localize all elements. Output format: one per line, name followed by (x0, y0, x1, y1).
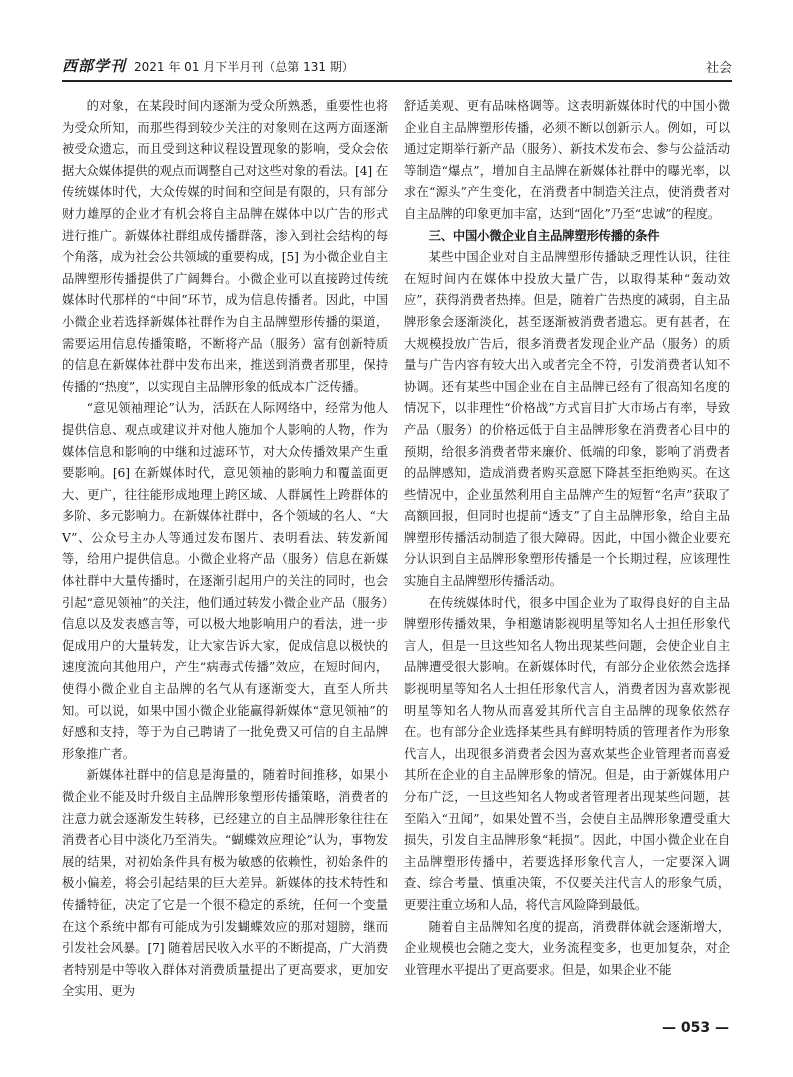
paragraph: “意见领袖理论”认为，活跃在人际网络中，经常为他人提供信息、观点或建议并对他人施加个人影响的人物，作为媒体信息和影响的中继和过滤环节，对大众传播效果产生重要影响。[6] 在新媒体时代，意见领袖的影响力和覆盖面更大、更广，往往能形成地理上跨区域、人群属性上跨群体的多阶、多元影响力。在新媒体社群中，各个领域的名人、“大 V”、公众号主办人等通过发布图片、表明看法、转发新闻等，给用户提供信息。小微企业将产品（服务）信息在新媒体社群中大量传播时，在逐渐引起用户的关注的同时，也会引起“意见领袖”的关注，他们通过转发小微企业产品（服务）信息以及发表感言等，可以极大地影响用户的看法，进一步促成用户的大量转发，让大家告诉大家，促成信息以极快的速度流向其他用户，产生“病毒式传播”效应，在短时间内，使得小微企业自主品牌的名气从有逐渐变大，直至人所共知。可以说，如果中国小微企业能赢得新媒体“意见领袖”的好感和支持，等于为自己聘请了一批免费又可信的自主品牌形象推广者。 (62, 401, 388, 761)
page-number: — 053 — (662, 1020, 729, 1036)
paragraph: 随着自主品牌知名度的提高，消费群体就会逐渐增大，企业规模也会随之变大，业务流程变多，也更加复杂，对企业管理水平提出了更高要求。但是，如果企业不能 (404, 919, 730, 977)
paragraph: 在传统媒体时代，很多中国企业为了取得良好的自主品牌塑形传播效果，争相邀请影视明星等知名人士担任形象代言人，但是一旦这些知名人物出现某些问题，会使企业自主品牌遭受很大影响。在新媒体时代，有部分企业依然会选择影视明星等知名人士担任形象代言人，消费者因为喜欢影视明星等知名人物从而喜爱其所代言自主品牌的现象依然存在。也有部分企业选择某些具有鲜明特质的管理者作为形象代言人，出现很多消费者会因为喜欢某些企业管理者而喜爱其所在企业的自主品牌形象的情况。但是，由于新媒体用户分布广泛，一旦这些知名人物或者管理者出现某些问题，甚至陷入“丑闻”，如果处置不当，会使自主品牌形象遭受重大损失，引发自主品牌形象“耗损”。因此，中国小微企业在自主品牌塑形传播中，若要选择形象代言人，一定要深入调查、综合考量、慎重决策，不仅要关注代言人的形象气质，更要注重立场和人品，将代言风险降到最低。 (404, 595, 730, 912)
section-name: 社会 (705, 61, 732, 76)
section-heading: 三、中国小微企业自主品牌塑形传播的条件 (428, 228, 660, 243)
left-column (62, 96, 388, 1003)
issue-info: 2021 年 01 月下半月刊（总第 131 期） (134, 60, 354, 74)
paragraph-continued: 舒适美观、更有品味格调等。这表明新媒体时代的中国小微企业自主品牌塑形传播，必须不断以创新示人。例如，可以通过定期举行新产品（服务）、新技术发布会、参与公益活动等制造“爆点”，增加自主品牌在新媒体社群中的曝光率，以求在“源头”产生变化，在消费者中制造关注点，使消费者对自主品牌的印象更加丰富，达到“固化”乃至“忠诚”的程度。 (404, 99, 730, 221)
paragraph: 某些中国企业对自主品牌塑形传播缺乏理性认识，往往在短时间内在媒体中投放大量广告，以取得某种“轰动效应”，获得消费者热捧。但是，随着广告热度的减弱，自主品牌形象会逐渐淡化，甚至逐渐被消费者遗忘。更有甚者，在大规模投放广告后，很多消费者发现企业产品（服务）的质量与广告内容有较大出入或者完全不符，引发消费者认知不协调。还有某些中国企业在自主品牌已经有了很高知名度的情况下，以非理性“价格战”方式盲目扩大市场占有率，导致产品（服务）的价格远低于自主品牌形象在消费者心目中的预期，给很多消费者带来廉价、低端的印象，影响了消费者的品牌感知，造成消费者购买意愿下降甚至拒绝购买。在这些情况中，企业虽然利用自主品牌产生的短暂“名声”获取了高额回报，但同时也提前“透支”了自主品牌形象，给自主品牌塑形传播活动制造了很大障碍。因此，中国小微企业要充分认识到自主品牌形象塑形传播是一个长期过程，应该理性实施自主品牌塑形传播活动。 (404, 250, 730, 589)
page-header (62, 54, 732, 82)
right-column (404, 96, 730, 981)
paragraph: 新媒体社群中的信息是海量的，随着时间推移，如果小微企业不能及时升级自主品牌形象塑形传播策略，消费者的注意力就会逐渐发生转移，已经建立的自主品牌形象往往在消费者心目中淡化乃至消失。“蝴蝶效应理论”认为，事物发展的结果，对初始条件具有极为敏感的依赖性，初始条件的极小偏差，将会引起结果的巨大差异。新媒体的技术特性和传播特征，决定了它是一个很不稳定的系统，任何一个变量在这个系统中都有可能成为引发蝴蝶效应的那对翅膀，继而引发社会风暴。[7] 随着居民收入水平的不断提高，广大消费者特别是中等收入群体对消费质量提出了更高要求，更加安全实用、更为 (62, 768, 388, 999)
journal-logo: 西部学刊 (62, 57, 127, 75)
paragraph: 的对象，在某段时间内逐渐为受众所熟悉，重要性也将为受众所知，而那些得到较少关注的对象则在这两方面逐渐被受众遗忘，而且受到这种议程设置现象的影响，受众会依据大众媒体提供的观点而调整自己对这些对象的看法。[4] 在传统媒体时代，大众传媒的时间和空间是有限的，只有部分财力雄厚的企业才有机会将自主品牌在媒体中以广告的形式进行推广。新媒体社群组成传播群落，渗入到社会结构的每个角落，成为社会公共领域的重要构成，[5] 为小微企业自主品牌塑形传播提供了广阔舞台。小微企业可以直接跨过传统媒体时代那样的“中间”环节，成为信息传播者。因此，中国小微企业若选择新媒体社群作为自主品牌塑形传播的渠道，需要运用信息传播策略，不断将产品（服务）富有创新特质的信息在新媒体社群中发布出来，推送到消费者那里，保持传播的“热度”，以实现自主品牌形象的低成本广泛传播。 (62, 99, 388, 394)
